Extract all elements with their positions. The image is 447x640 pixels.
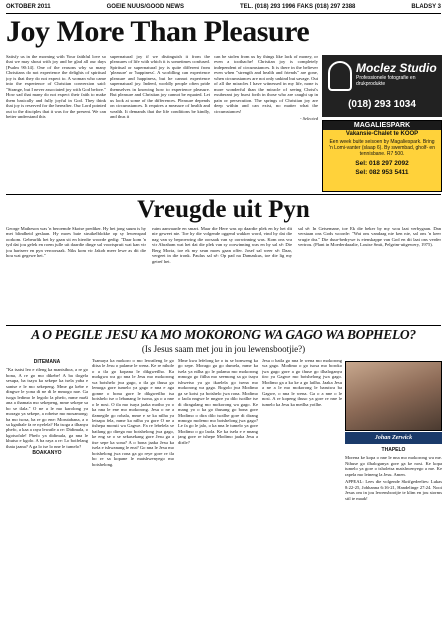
article-title-joy: Joy More Than Pleasure (6, 15, 310, 48)
article-joy-col2: supernatural joy if we distinguish it from the pleasures of life with which it is sometimes confused. Spiritual or supernatural joy is quite different from 'pleasure' or 'happiness'. A worldling can experience pleasure and happiness, but he cannot experience supernatural joy. Indeed, worldly people often pride themselves in knowing how to experience pleasure. But pleasure and Christian joy cannot be equated. Let us look at some of the differences. Pleasure depends on circumstances. It requires a measure of health and wealth. It demands that the life conditions be kindly, and thus it (110, 54, 210, 119)
header-date: OKTOBER 2011 (6, 4, 51, 10)
article-vreugde-col3: sal sê: In Getsemane, toe Ek die beker by my wou laat verbygaan. Dan verstaan ons Gods woorde: "Wat ons vandaag nie ken nie, sal ons 'n keer vrugte dra." Die duur-bedrywe is eienskappe van God en dit laat ons verder vertrou. (Plant in Moederdaaalie, Louise Smit, Pelgrim-uitgewery, 1975). (298, 226, 441, 248)
article-setswana-col3: Mme kwa lefelong ke o tu se bonweng ka go sepe. Morago ga go dumela, mme ka tsela ya ntlha go le palama mo mokorong mmogo go fitlha mo seemong sa go tsaya tshwetso ya go ikaelela go tsena mo mokorong wa gago. Bogolo jwa Modimo ga se kotsi ya botshelo jwa rona. Modimo o laola nngwe le nngwe ya dilo tsotlhe tse di diragalang mo mokorong wa gago. Ke mang yo o ka go thusang go bona gore Modimo o dira dilo tsotlhe gore di dirang mmogo molemo mo botshelong jwa gago? Le fa go le jalo, o ka nna le tumelo ya gore Modimo o go laola. Ke ka tsela e e nnang jang gore re tshepe Modimo jaaka Jesu a dirile? (178, 358, 258, 445)
ad-phone-1: Sel: 018 297 2092 (355, 160, 409, 167)
author-photo (345, 361, 442, 431)
article-vreugde-col2: ruim aanvaarde en smart. Maar die Here was op daardie plek en hy het dit nie geweet nie. Toe hy die volgende oggend wakker word, vind hy dat die nag van sy beproewing die oorsaak van sy oorwinning was. Kom ons vra vir Abraham wat het dat die plek van sy oorwinning was en hy sal sê: Die Berg Moria, toe ek my seun moes gaan offer. Josef sal weer sê: Daar, vergeet in die tronk. Paulus sal sê: Op pad na Damaskus, toe die lig my getref het. (152, 226, 292, 264)
header-page-number: BLADSY 3 (411, 4, 441, 10)
article-setswana-col1: DITEMANA "Ka tsatsi leo e rileng ka mantsiboa, a re go bona, A re go mo dikebe! A ba tlogela sesupa, ba tsaya ka sekepe ka tsela yaba e santse e le mo sekepeng. Mme ga kebe e dingwe le yona di ne di le mmogo nae. Ga tsoga ledimo le legolo la phefo, mme maši ana a thamata mo sekepeng, mme sekepe sa bo se tlala." O ne a le mo karolong ya morago ya sekepe, a robetse mo mosamong; ba mo tsosa, ba re go ene: Morutabana, a o sa kgathale fa re nyelela? Ha tsoga a tlhanya phefo, a kaa a raya lewatle a re: Didimala, o kgotsofale! Phefo ya didimala, ga nna le khutso e kgolo. A ba raya a re: Lo boifelang thata jaana? A ga lo ise lo nne le tumelo? BOAKANYO (6, 359, 88, 457)
article-vreugde-col1: George Matheson was 'n beroemde Skotse prediker. Hy het jong suum is hy met blindheid geslaan. Hy moes baie struikelblokke op sy lewenspad oorkom. Gebeurlik het hy gaan sit en hierdie woorde gedig: "Daar kom 'n tyd dat jou gelek en roem julle uit daardie dinge sal voortspruit wat kan vir jou hartseer en pyn veroorsaak. Niks kom vir Jakob meer lewe as dit die hou wat gegewe het." (6, 226, 146, 259)
divider (6, 325, 441, 326)
ad-phone: (018) 293 1034 (348, 99, 416, 110)
ad-brand: Moclez Studio (356, 61, 437, 75)
section-heading-thapelo: THAPELO (381, 447, 406, 453)
article-title-setswana: A O PEGILE JESU KA MO MOKORONG WA GAGO WA BOPHELO? (31, 327, 416, 342)
section-heading-ditemana: DITEMANA (33, 359, 61, 365)
ad-location: MAGALIESPARK (323, 121, 441, 130)
ad-phone-2: Sel: 082 953 5411 (355, 169, 409, 176)
article-setswana-col5: THAPELO Morena ke kopa o nne le nna mo mokorong wa me. Nthuse go tlhaloganya gore ga ke nosi. Ke kopa tumelo ya gore o tsholetsa matshwenyego a me. Ke rapela mo leineng la Jesu. Amen. APPEAL: Lees die volgende Skrifgedeeltes: Lukas 8:22-25, Jobhanna 6:16-21, Handelinge 27:24. Nooi Jesus om in jou lewensbootjie te klim en jou storms stil te maak! (345, 447, 442, 501)
article-setswana-col4: Jesu o batla go nna le wena mo mokorong wa gago. Modimo o go tsosa mo boroko jwa gago gore a go thuse go tlhaloganya tiro ya Gagwe mo botshelong jwa gago. Modimo ga a ka ke a go latlha. Jaaka Jesu a ne a le mo mokorong le barutwa ba Gagwe, o nna le wena. Ga o a nne o le nosi. A re kopeng thuso ya gore re nne le tumelo ka Jesu ka metlha yotlhe. (262, 358, 342, 407)
article-title-vreugde: Vreugde uit Pyn (137, 196, 310, 223)
header-publication: GOEIE NUUS/GOOD NEWS (106, 4, 184, 10)
camera-logo-icon (328, 61, 352, 91)
page-header (6, 4, 441, 14)
article-joy-col3: can be stolen from us by things like lack of money, or even a toothache! Christian joy is completely independent of circumstances. It is there in the believer even when "strength and health and friends" are gone, when circumstances are not only unkind but savage. Out of all the miracles I have witnessed in my life, none is more wonderful than the miracle of seeing Christ's exuberant joy burst forth in those who are caught up in pain or persecution. The springs of Christian joy are deep within and can exist, no matter what the circumstances! - Selected (214, 54, 318, 121)
ad-description: Een week buite seisoen by Magaliespark. Bring 'n Lomi-vanter (slaap 6). By swembad, gholf- en tennisbane. R7 500. (328, 139, 435, 157)
article-joy-col1: Satisfy us in the morning with Your faithful love so that we may shout with joy and be glad all our days [Psalm 90:14]. One of the reasons why so many Christians do not experience the delights of spiritual joy is that they do not expect to. A woman who came into the experience of Christian conversion said: "Strange, but I never associated joy with God before." How sad that many do not expect their faith to make them basically and fully joyful in God. They think that joy is reserved for the hereafter. Our Lord pointed out to the disciples that it was for the present. We can better understand this (6, 54, 106, 119)
header-contact: TEL. (018) 293 1996 FAKS (018) 297 2388 (239, 4, 356, 10)
section-heading-boakanyo: BOAKANYO (32, 450, 62, 457)
article-setswana-col2: Tsamaya ka mokoro o mo lewatleng le go ditsa le Jesu o palame le wena. Ke re nthole o a tla go kopana le dikgwetlho. Ka mokgwa wa go nna le Jesu mo mokorong wa botshelo jwa gago, o tla go thusa go lemoga gore tumelo ya gago e nna e aga gonne o bona gore le dikgwetlho tsa botshelo tse o lebanang le tsona, ga o a nne o le nosi. O tla mo tsaya jaaka motho yo o ka nna le ene mo mokorong. Jesu o ne a tlamegile go robala, mme e se ka ntlha ya letsapa fela, mme ka ntlha ya gore O ne a itshepa moruti wa Gagwe. Fa re lebelela se batlang go direga mo botshelong jwa gago, ke eng se o se sekasekang gore Jesu ga a itse sepe ka sona? A o bona jaaka Jesu ka tsela e tshwanang le ena? Go nna le Jesu mo botshelong jwa rona ga go reye gore re tla bo re sa kopane le matshwenyego mo botshelong. (92, 358, 174, 467)
moclez-studio-ad (322, 55, 442, 117)
ad-tagline: Professionele fotografie en drukprodukte (356, 75, 416, 87)
article-joy-credit: - Selected (300, 115, 318, 121)
photo-caption: Johan Zerwick (345, 432, 442, 444)
magaliespark-ad (322, 120, 442, 192)
divider (6, 194, 441, 195)
article-subtitle-afrikaans: (Is Jesus saam met jou in jou lewensbootjie?) (141, 344, 306, 354)
ad-heading: Vakansie-Chalet te KOOP (345, 131, 419, 137)
